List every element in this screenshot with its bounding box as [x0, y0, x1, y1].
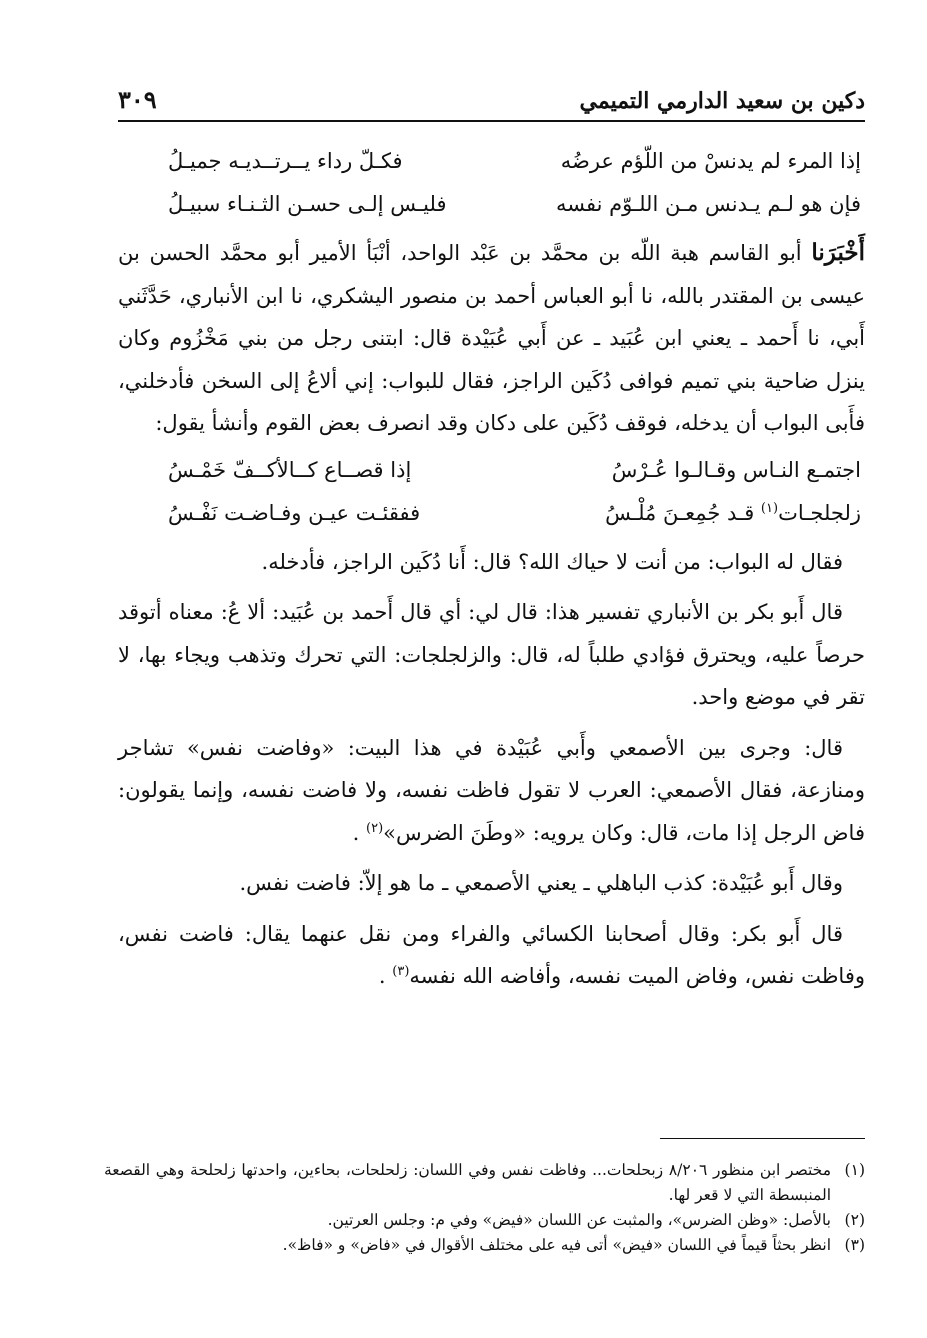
footnote-number: (١)	[844, 1161, 865, 1179]
akhbarana-lead: أَخْبَرَنا	[811, 239, 865, 266]
verse-second-hemistich: إذا قصــاع كــالأكــفّ خَمْـسُ	[168, 457, 412, 482]
footnote-number: (٣)	[844, 1236, 865, 1254]
paragraph-text: قال أَبو بكر: وقال أصحابنا الكسائي والفراء ومن نقل عنهما يقال: فاضت نفس، وفاظت نفس، وفاض الميت نفسه، وأفاضه الله نفسه	[118, 921, 865, 988]
paragraph: فقال له البواب: من أنت لا حياك الله؟ قال: أَنا دُكَين الراجز، فأدخله.	[261, 549, 843, 574]
verse-line	[118, 140, 865, 183]
paragraph-text: قال: وجرى بين الأصمعي وأَبي عُبَيْدة في هذا البيت: «وفاضت نفس» تشاجر ومنازعة، فقال الأصمعي: العرب لا تقول فاظت نفسه، ولا فاضت نفسه، وإنما يقولون: فاض الرجل إذا مات، قال: وكان يرويه: «وطَنَ الضرس»	[118, 735, 865, 845]
footnote-number: (٢)	[844, 1211, 865, 1229]
page-header	[118, 78, 865, 122]
footnote-text: بالأصل: «وظن الضرس»، والمثبت عن اللسان «فيض» وفي م: وجلس العرتين.	[327, 1211, 831, 1229]
verse-word: زلجلجـات	[778, 500, 861, 525]
verse-second-hemistich: ففقئـت عيـن وفـاضـت نَفْـسُ	[168, 500, 421, 525]
narration-text: أبو القاسم هبة اللّه بن محمَّد بن عَبْد الواحد، أنْبَأ الأمير أبو محمَّد الحسن بن عيسى بن المقتدر بالله، نا أبو العباس أحمد بن منصور اليشكري، نا ابن الأنباري، حَدَّثَني أَبي، نا أَحمد ـ يعني ابن عُبَيد ـ عن أَبي عُبَيْدة قال: ابتنى رجل من بني مَخْزُوم وكان ينزل ضاحية بني تميم فوافى دُكَين الراجز، فقال للبواب: إني ألاعُ إلى السخن فأدخلني، فأَبى البواب أن يدخله، فوقف دُكَين على دكان وقد انصرف بعض القوم وأنشأ يقول:	[118, 241, 865, 435]
footnote	[104, 1158, 865, 1208]
verse-line	[118, 492, 865, 535]
paragraph-end: .	[352, 820, 360, 845]
verse-line	[118, 183, 865, 226]
paragraph	[118, 727, 865, 855]
footnotes	[104, 1158, 865, 1258]
paragraph: وقال أَبو عُبَيْدة: كذب الباهلي ـ يعني الأصمعي ـ ما هو إلاّ: فاضت نفس.	[239, 871, 843, 895]
poem-verses-1	[118, 140, 865, 226]
footnote-marker: (٢)	[366, 820, 384, 836]
narration-paragraph	[118, 232, 865, 445]
footnote-text: انظر بحثاً قيماً في اللسان «فيض» أتى فيه على مختلف الأقوال في «فاض» و «فاظ».	[282, 1236, 831, 1254]
verse-second-hemistich: فليـس إلـى حسـن الثـنـاء سبيـلُ	[168, 192, 447, 217]
paragraph-end: .	[378, 964, 386, 988]
paragraph	[118, 913, 865, 998]
footnote-text: مختصر ابن منظور ٨/٢٠٦ زبحلحات... وفاظت نفس وفي اللسان: زلحلحات، بحاءين، واحدتها زلحلحة وهي القصعة المنبسطة التي لا قعر لها.	[104, 1161, 831, 1204]
verse-first-hemistich: فإن هو لـم يـدنس مـن اللـوّم نفسه	[555, 192, 861, 217]
verse-word: قـد جُمِعـنَ مُلْـسُ	[605, 500, 761, 525]
footnote	[104, 1233, 865, 1258]
page-number: ٣٠٩	[118, 85, 157, 114]
verse-first-hemistich	[517, 492, 865, 535]
poem-verses-2	[118, 449, 865, 535]
verse-first-hemistich: إذا المرء لم يدنسْ من اللّؤم عرضُه	[560, 149, 861, 174]
footnote-marker: (١)	[760, 500, 779, 516]
verse-first-hemistich: اجتمـع النـاس وقـالـوا عُـرْسُ	[611, 457, 861, 482]
verse-line	[118, 449, 865, 492]
paragraph: قال أَبو بكر بن الأنباري تفسير هذا: قال لي: أي قال أَحمد بن عُبَيد: ألا عُ: معناه أتوقد حرصاً عليه، ويحترق فؤادي طلباً له، قال: والزلجلجات: التي تحرك وتذهب ويجاء بها، لا تقر في موضع واحد.	[118, 600, 865, 709]
verse-second-hemistich: فكـلّ رداء يــرتــديـه جميـلُ	[168, 149, 403, 174]
footnote-divider	[660, 1138, 865, 1139]
running-title: دكين بن سعيد الدارمي التميمي	[579, 88, 865, 114]
footnote	[104, 1208, 865, 1233]
main-text	[118, 136, 865, 998]
footnote-marker: (٣)	[392, 964, 410, 979]
